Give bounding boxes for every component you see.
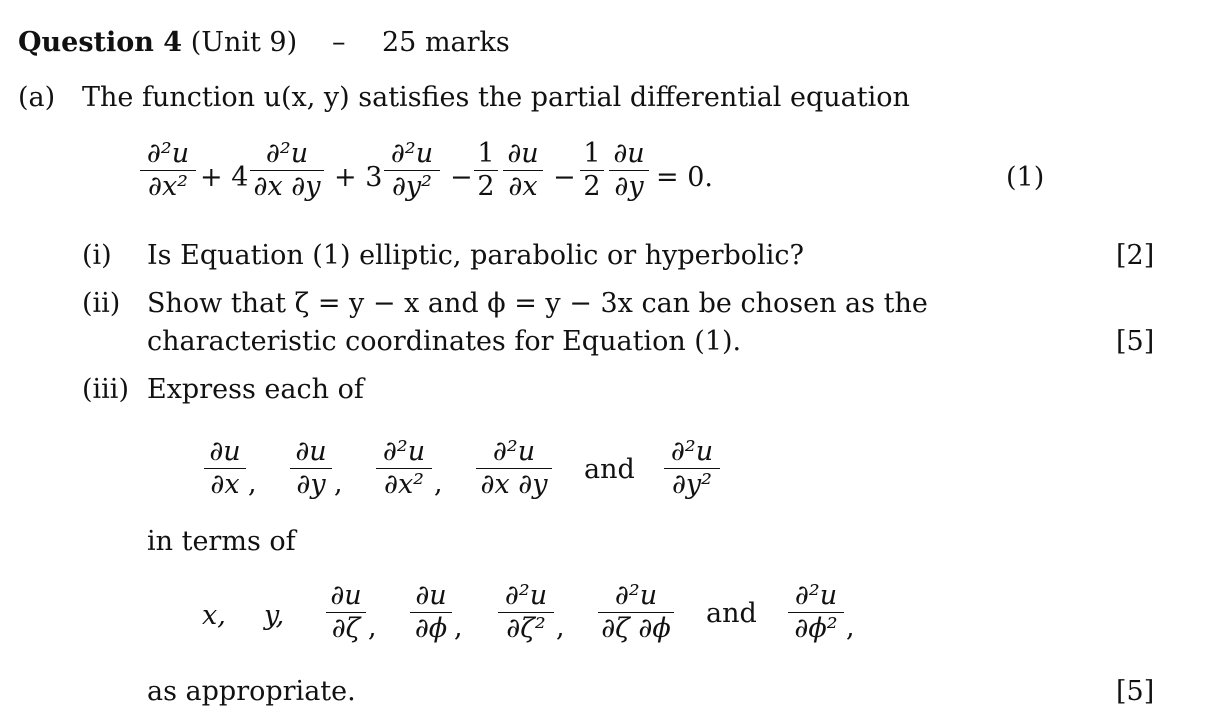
item-iii-text: Express each of: [147, 374, 364, 405]
eq-half1-num: 1: [477, 138, 495, 169]
r1-d2u-dy2-den: ∂y²: [671, 469, 713, 500]
r1-d2u-dxdy: [476, 438, 552, 499]
eq-term2: [250, 140, 324, 201]
eq-term1: [140, 140, 196, 201]
eq-plus4: + 4: [200, 162, 249, 193]
r2-d2u-dzetadphi-den: ∂ζ ∂ϕ: [601, 613, 671, 644]
question-marks: 25 marks: [382, 27, 510, 58]
item-iii-marks: [5]: [1116, 676, 1155, 707]
eq-term2-den: ∂x ∂y: [253, 171, 321, 202]
in-terms-of: in terms of: [147, 526, 296, 557]
r2-du-dzeta-den: ∂ζ: [331, 613, 361, 644]
part-a-label: (a): [18, 82, 56, 113]
item-ii-marks: [5]: [1116, 326, 1155, 357]
r2-comma3: ,: [556, 612, 565, 643]
eq-term3-num: ∂²u: [390, 138, 434, 169]
r1-du-dx: [204, 438, 246, 499]
r2-and: and: [706, 598, 757, 629]
eq-du-dy: [609, 140, 649, 201]
eq-half2: [580, 140, 604, 201]
r2-x: x,: [202, 600, 226, 631]
eq-minus2: −: [553, 162, 576, 193]
eq-term3-den: ∂y²: [391, 171, 433, 202]
r2-d2u-dzetadphi: [598, 582, 674, 643]
r2-d2u-dphi2-den: ∂ϕ²: [794, 613, 838, 644]
eq-half2-num: 1: [583, 138, 601, 169]
eq-du-dx: [503, 140, 543, 201]
eq-du-dx-den: ∂x: [508, 171, 538, 202]
r1-comma3: ,: [434, 468, 443, 499]
eq-half2-den: 2: [583, 171, 601, 202]
r2-comma4: ,: [846, 612, 855, 643]
r1-du-dy: [290, 438, 332, 499]
r2-comma2: ,: [454, 612, 463, 643]
r2-du-dphi-num: ∂u: [415, 580, 447, 611]
r1-d2u-dxdy-num: ∂²u: [492, 436, 536, 467]
eq-term2-num: ∂²u: [265, 138, 309, 169]
question-unit: (Unit 9): [190, 27, 298, 58]
r1-du-dx-den: ∂x: [210, 469, 240, 500]
r1-du-dy-den: ∂y: [296, 469, 326, 500]
eq-term1-num: ∂²u: [146, 138, 190, 169]
item-i-text: Is Equation (1) elliptic, parabolic or hyperbolic?: [147, 240, 804, 271]
r1-comma2: ,: [334, 468, 343, 499]
eq-du-dy-num: ∂u: [613, 138, 645, 169]
heading-dash: –: [332, 27, 346, 58]
r1-d2u-dxdy-den: ∂x ∂y: [480, 469, 548, 500]
r1-d2u-dx2-den: ∂x²: [383, 469, 424, 500]
eq-minus1: −: [450, 162, 473, 193]
as-appropriate: as appropriate.: [147, 676, 356, 707]
r2-du-dphi-den: ∂ϕ: [414, 613, 448, 644]
r2-d2u-dzetadphi-num: ∂²u: [614, 580, 658, 611]
r2-d2u-dzeta2-den: ∂ζ²: [506, 613, 546, 644]
r2-du-dphi: [410, 582, 452, 643]
item-i-label: (i): [82, 240, 112, 271]
eq-term3: [384, 140, 440, 201]
r2-y: y,: [264, 600, 285, 631]
r2-du-dzeta-num: ∂u: [330, 580, 362, 611]
r2-d2u-dzeta2: [498, 582, 554, 643]
item-i-marks: [2]: [1116, 240, 1155, 271]
r1-d2u-dx2-num: ∂²u: [382, 436, 426, 467]
r2-du-dzeta: [326, 582, 366, 643]
r1-d2u-dy2: [664, 438, 720, 499]
eq-rhs: = 0.: [656, 162, 713, 193]
r1-d2u-dy2-num: ∂²u: [670, 436, 714, 467]
equation-number: (1): [1006, 162, 1045, 193]
question-number: Question 4: [18, 27, 183, 58]
r1-and: and: [584, 454, 635, 485]
r1-d2u-dx2: [376, 438, 432, 499]
eq-half1-den: 2: [477, 171, 495, 202]
item-ii-label: (ii): [82, 288, 121, 319]
eq-du-dy-den: ∂y: [614, 171, 644, 202]
eq-du-dx-num: ∂u: [507, 138, 539, 169]
part-a-intro: The function u(x, y) satisfies the partial differential equation: [82, 82, 910, 113]
r1-du-dy-num: ∂u: [295, 436, 327, 467]
item-iii-label: (iii): [82, 374, 129, 405]
item-ii-line2: characteristic coordinates for Equation (1).: [147, 326, 742, 357]
eq-half1: [474, 140, 498, 201]
r1-comma1: ,: [248, 468, 257, 499]
r2-comma1: ,: [368, 612, 377, 643]
r2-d2u-dzeta2-num: ∂²u: [504, 580, 548, 611]
r1-du-dx-num: ∂u: [209, 436, 241, 467]
eq-term1-den: ∂x²: [147, 171, 188, 202]
eq-plus3: + 3: [334, 162, 383, 193]
r2-d2u-dphi2-num: ∂²u: [794, 580, 838, 611]
item-ii-line1: Show that ζ = y − x and ϕ = y − 3x can be chosen as the: [147, 288, 928, 319]
question-heading: [18, 27, 297, 58]
r2-d2u-dphi2: [788, 582, 844, 643]
